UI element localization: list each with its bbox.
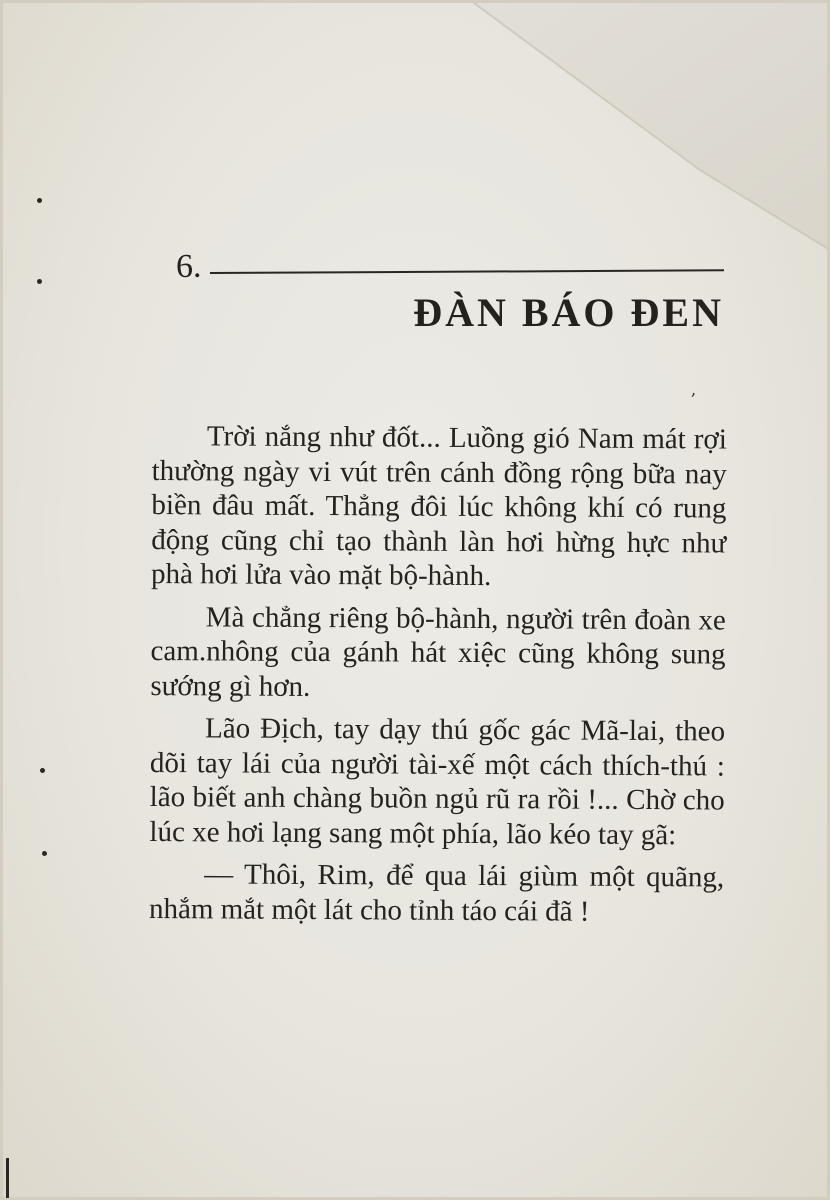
chapter-number: 6. [176, 248, 202, 285]
edge-mark [6, 1158, 9, 1198]
margin-dot [37, 198, 42, 203]
margin-dot [37, 279, 42, 284]
margin-dot [42, 851, 47, 856]
margin-dot [40, 768, 45, 773]
chapter-rule [210, 269, 724, 274]
paragraph-2: Mà chẳng riêng bộ-hành, người trên đoàn xe cam.nhông của gánh hát xiệc cũng không sung sướng gì hơn. [150, 600, 726, 703]
chapter-header [176, 248, 724, 292]
paragraph-3: Lão Địch, tay dạy thú gốc gác Mã-lai, theo dõi tay lái của người tài-xế một cách thích-thú : lão biết anh chàng buồn ngủ rũ ra rồi !... Chờ cho lúc xe hơi lạng sang một phía, lão kéo tay gã: [149, 712, 726, 851]
paragraph-1: Trời nắng như đốt... Luồng gió Nam mát rợi thường ngày vi vút trên cánh đồng rộng bữa nay biền đâu mất. Thẳng đôi lúc không khí có rung động cũng chỉ tạo thành làn hơi hừng hực như phà hơi lửa vào mặt bộ-hành. [150, 420, 727, 593]
paragraph-4: — Thôi, Rim, để qua lái giùm một quãng, nhắm mắt một lát cho tỉnh táo cái đã ! [148, 858, 725, 928]
chapter-body [149, 419, 727, 938]
stray-mark: , [691, 380, 697, 399]
chapter-title: ĐÀN BÁO ĐEN [413, 290, 724, 335]
